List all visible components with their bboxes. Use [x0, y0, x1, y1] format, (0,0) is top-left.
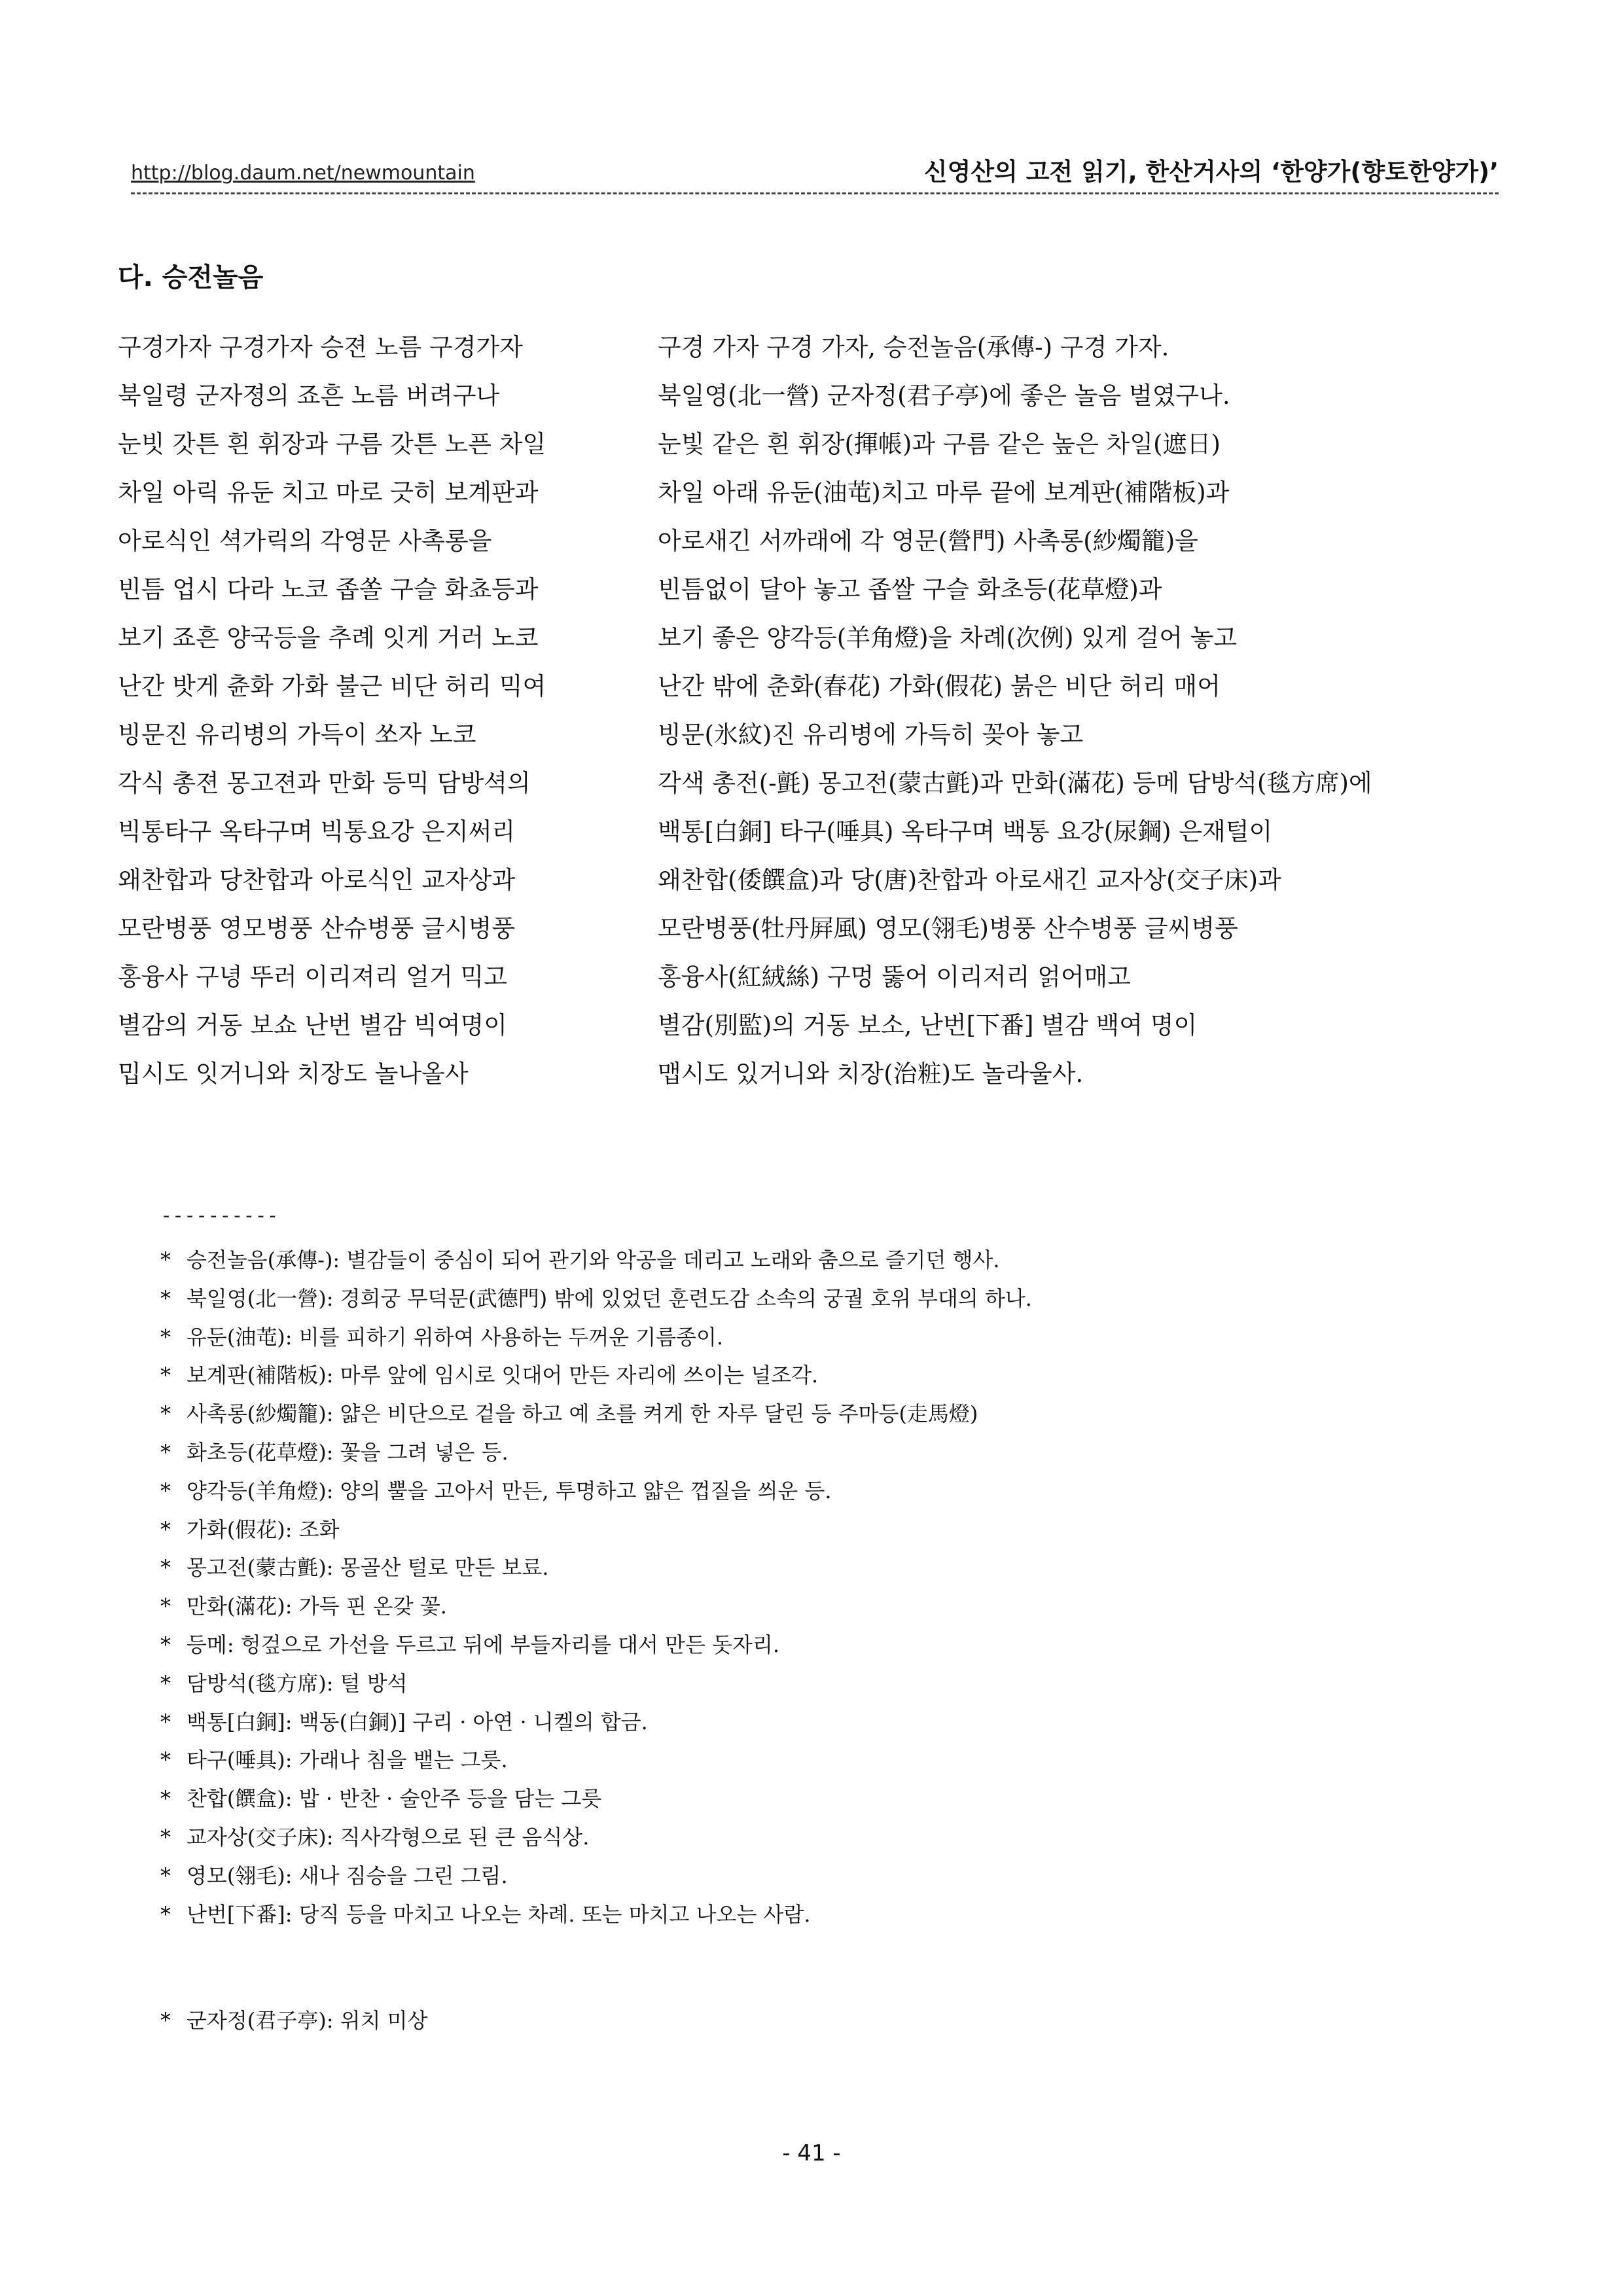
- verse-modern: 북일영(北一營) 군자정(君子亭)에 좋은 놀음 벌였구나.: [658, 382, 1230, 410]
- verse-modern: 모란병풍(牡丹屛風) 영모(翎毛)병풍 산수병풍 글씨병풍: [658, 914, 1238, 942]
- footnote-item: [160, 1475, 1469, 1513]
- footnote-bullet: *: [160, 1363, 171, 1388]
- verse-modern: 별감(別監)의 거동 보소, 난번[下番] 별감 백여 명이: [658, 1011, 1198, 1039]
- footnote-bullet: *: [160, 1863, 171, 1888]
- verse-original: 왜찬합과 당찬합과 아로식인 교자상과: [118, 866, 516, 894]
- footnote-text: 타구(唾具): 가래나 침을 뱉는 그릇.: [187, 1748, 508, 1773]
- verse-row: [118, 666, 1505, 715]
- footnote-text: 백통[白銅]: 백동(白銅)] 구리 · 아연 · 니켈의 합금.: [187, 1709, 648, 1734]
- footnote-divider: ----------: [160, 1204, 279, 1227]
- footnote-bullet: *: [160, 1632, 171, 1657]
- verse-modern: 구경 가자 구경 가자, 승전놀음(承傳-) 구경 가자.: [658, 333, 1169, 361]
- verse-modern: 왜찬합(倭饌盒)과 당(唐)찬합과 아로새긴 교자상(交子床)과: [658, 866, 1281, 894]
- footnote-bullet: *: [160, 2008, 171, 2033]
- verse-modern: 홍융사(紅絨絲) 구멍 뚫어 이리저리 얽어매고: [658, 963, 1132, 991]
- footnote-bullet: *: [160, 1748, 171, 1773]
- footnote-item: [160, 1551, 1469, 1590]
- verse-modern: 보기 좋은 양각등(羊角燈)을 차례(次例) 있게 걸어 놓고: [658, 624, 1238, 652]
- verse-row: [118, 327, 1505, 376]
- footnote-text: 교자상(交子床): 직사각형으로 된 큰 음식상.: [187, 1824, 590, 1850]
- footnote-text: 몽고전(蒙古氈): 몽골산 털로 만든 보료.: [187, 1555, 549, 1581]
- verse-original: 빙문진 유리병의 가득이 쏘자 노코: [118, 721, 476, 749]
- verse-modern: 각색 총전(-氈) 몽고전(蒙古氈)과 만화(滿花) 등메 담방석(毯方席)에: [658, 769, 1372, 797]
- verse-original: 눈빗 갓튼 흰 휘장과 구름 갓튼 노픈 차일: [118, 430, 546, 458]
- footnote-bullet: *: [160, 1439, 171, 1465]
- footnote-item: [160, 1859, 1469, 1898]
- footnote-text: 화초등(花草燈): 꽃을 그려 넣은 등.: [187, 1439, 508, 1465]
- footnote-item: [160, 1282, 1469, 1321]
- footnote-item: [160, 1667, 1469, 1706]
- footnote-item: [160, 1244, 1469, 1282]
- footnote-bullet: *: [160, 1401, 171, 1427]
- footnote-text: 등메: 헝겊으로 가선을 두르고 뒤에 부들자리를 대서 만든 돗자리.: [187, 1632, 780, 1657]
- verse-original: 밉시도 잇거니와 치장도 놀나올사: [118, 1060, 469, 1088]
- verse-row: [118, 424, 1505, 473]
- footnote-text: 북일영(北一營): 경희궁 무덕문(武德門) 밖에 있었던 훈련도감 소속의 궁궐 호위 부대의 하나.: [187, 1285, 1032, 1311]
- footnote-bullet: *: [160, 1901, 171, 1927]
- header-title: 신영산의 고전 읽기, 한산거사의 ‘한양가(향토한양가)’: [923, 158, 1499, 186]
- footnote-text: 보계판(補階板): 마루 앞에 임시로 잇대어 만든 자리에 쓰이는 널조각.: [187, 1363, 819, 1388]
- verse-table: [118, 327, 1505, 1102]
- verse-original: 모란병풍 영모병풍 산슈병풍 글시병풍: [118, 914, 516, 942]
- verse-row: [118, 1054, 1505, 1102]
- footnote-item: [160, 1590, 1469, 1628]
- page-number: - 41 -: [782, 2140, 841, 2166]
- verse-row: [118, 957, 1505, 1005]
- verse-original: 구경가자 구경가자 승젼 노름 구경가자: [118, 333, 523, 361]
- verse-modern: 난간 밖에 춘화(春花) 가화(假花) 붉은 비단 허리 매어: [658, 672, 1221, 700]
- footnote-bullet: *: [160, 1285, 171, 1311]
- footnote-item: [160, 1782, 1469, 1821]
- verse-row: [118, 521, 1505, 569]
- verse-original: 홍융사 구녕 뚜러 이리져리 얼거 믹고: [118, 963, 507, 991]
- footnote-list: [160, 1244, 1469, 1936]
- footnote-item: [160, 1436, 1469, 1475]
- verse-row: [118, 1005, 1505, 1054]
- footnote-bullet: *: [160, 1247, 171, 1272]
- verse-row: [118, 812, 1505, 860]
- verse-original: 보기 죠흔 양국등을 추례 잇게 거러 노코: [118, 624, 539, 652]
- footnote-text: 군자정(君子亭): 위치 미상: [187, 2008, 428, 2033]
- section-title: 다. 승전놀음: [118, 262, 264, 293]
- verse-modern: 아로새긴 서까래에 각 영문(營門) 사촉롱(紗燭籠)을: [658, 527, 1198, 555]
- verse-original: 차일 아릭 유둔 치고 마로 긋히 보계판과: [118, 478, 539, 507]
- footnote-bullet: *: [160, 1324, 171, 1350]
- verse-row: [118, 763, 1505, 812]
- verse-modern: 빈틈없이 달아 놓고 좁쌀 구슬 화초등(花草燈)과: [658, 575, 1162, 603]
- footnote-text: 유둔(油芚): 비를 피하기 위하여 사용하는 두꺼운 기름종이.: [187, 1324, 724, 1350]
- footnote-bullet: *: [160, 1824, 171, 1850]
- footnote-bullet: *: [160, 1478, 171, 1503]
- footnote-item: [160, 1359, 1469, 1397]
- footnote-item: [160, 1898, 1469, 1937]
- footnote-text: 만화(滿花): 가득 핀 온갖 꽃.: [187, 1594, 447, 1619]
- footnote-bullet: *: [160, 1786, 171, 1812]
- header-url-link[interactable]: http://blog.daum.net/newmountain: [131, 162, 475, 185]
- footnote-item: [160, 1706, 1469, 1744]
- verse-modern: 백통[白銅] 타구(唾具) 옥타구며 백통 요강(尿鋼) 은재털이: [658, 817, 1273, 846]
- footnote-item: [160, 1628, 1469, 1667]
- footnote-item: [160, 1821, 1469, 1859]
- footnote-text: 사촉롱(紗燭籠): 얇은 비단으로 겉을 하고 예 초를 켜게 한 자루 달린 등 주마등(走馬燈): [187, 1401, 978, 1427]
- header-divider: [131, 192, 1499, 194]
- verse-row: [118, 618, 1505, 666]
- verse-original: 아로식인 셕가릭의 각영문 사촉롱을: [118, 527, 492, 555]
- verse-row: [118, 376, 1505, 424]
- footnote-bullet: *: [160, 1594, 171, 1619]
- verse-modern: 맵시도 있거니와 치장(治粧)도 놀라울사.: [658, 1060, 1084, 1088]
- footnote-item-extra: [160, 2004, 427, 2034]
- footnote-bullet: *: [160, 1670, 171, 1696]
- verse-original: 별감의 거동 보쇼 난번 별감 빅여명이: [118, 1011, 507, 1039]
- verse-original: 북일령 군자졍의 죠흔 노름 버려구나: [118, 382, 500, 410]
- footnote-item: [160, 1397, 1469, 1436]
- verse-row: [118, 860, 1505, 908]
- verse-modern: 차일 아래 유둔(油芚)치고 마루 끝에 보계판(補階板)과: [658, 478, 1230, 507]
- verse-original: 난간 밧게 츈화 가화 불근 비단 허리 믹여: [118, 672, 546, 700]
- verse-original: 빈틈 업시 다라 노코 좁쏠 구슬 화쵸등과: [118, 575, 539, 603]
- verse-row: [118, 569, 1505, 618]
- verse-row: [118, 715, 1505, 763]
- verse-modern: 눈빛 같은 흰 휘장(揮帳)과 구름 같은 높은 차일(遮日): [658, 430, 1221, 458]
- footnote-text: 담방석(毯方席): 털 방석: [187, 1670, 408, 1696]
- footnote-bullet: *: [160, 1516, 171, 1542]
- footnote-text: 영모(翎毛): 새나 짐승을 그린 그림.: [187, 1863, 508, 1888]
- verse-original: 각식 총젼 몽고젼과 만화 등믹 담방셕의: [118, 769, 531, 797]
- footnote-item: [160, 1513, 1469, 1552]
- footnote-text: 가화(假花): 조화: [187, 1516, 340, 1542]
- verse-modern: 빙문(氷紋)진 유리병에 가득히 꽂아 놓고: [658, 721, 1084, 749]
- footnote-text: 양각등(羊角燈): 양의 뿔을 고아서 만든, 투명하고 얇은 껍질을 씌운 등.: [187, 1478, 832, 1503]
- verse-original: 빅통타구 옥타구며 빅통요강 은지써리: [118, 817, 516, 846]
- footnote-bullet: *: [160, 1555, 171, 1581]
- verse-row: [118, 473, 1505, 521]
- footnote-text: 승전놀음(承傳-): 별감들이 중심이 되어 관기와 악공을 데리고 노래와 춤으로 즐기던 행사.: [187, 1247, 1000, 1272]
- footnote-text: 찬합(饌盒): 밥 · 반찬 · 술안주 등을 담는 그릇: [187, 1786, 602, 1812]
- footnote-text: 난번[下番]: 당직 등을 마치고 나오는 차례. 또는 마치고 나오는 사람.: [187, 1901, 811, 1927]
- footnote-item: [160, 1744, 1469, 1782]
- footnote-item: [160, 1321, 1469, 1359]
- verse-row: [118, 908, 1505, 957]
- footnote-bullet: *: [160, 1709, 171, 1734]
- page-header: [131, 148, 1499, 187]
